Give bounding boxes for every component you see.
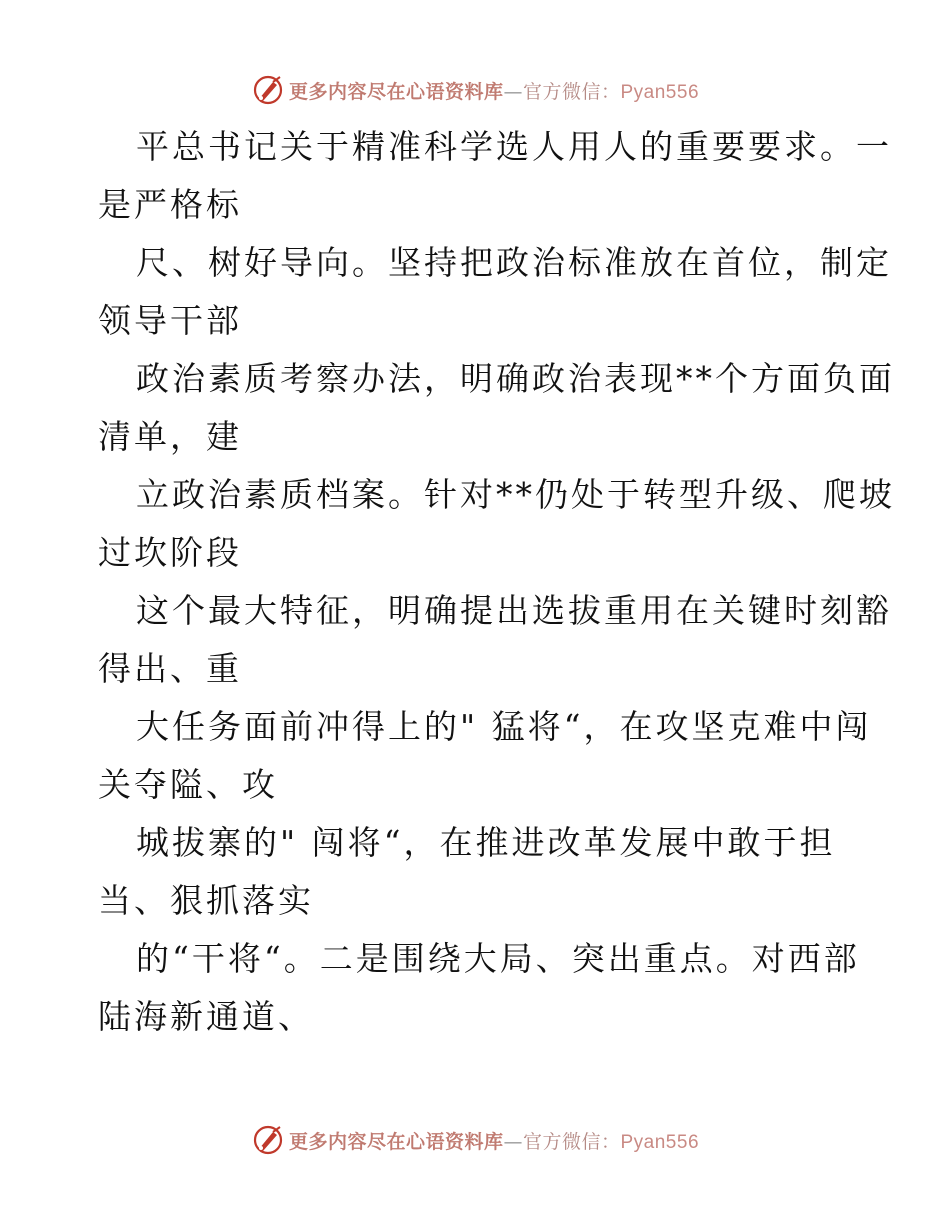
text-line: 城拔寨的" 闯将“，在推进改革发展中敢于担	[136, 823, 836, 862]
text-line: 领导干部	[98, 301, 242, 340]
watermark-wechat-label: 官方微信：	[522, 1130, 621, 1153]
text-line: 陆海新通道、	[98, 997, 314, 1036]
watermark-wechat-label: 官方微信：	[522, 80, 621, 103]
watermark-wechat-id: Pyan556	[620, 81, 700, 103]
text-line: 过坎阶段	[98, 533, 242, 572]
text-line: 当、狠抓落实	[98, 881, 314, 920]
text-line: 是严格标	[98, 185, 242, 224]
watermark-separator: —	[503, 1130, 523, 1153]
quill-logo-icon	[251, 73, 285, 107]
text-line: 平总书记关于精准科学选人用人的重要要求。一	[136, 127, 892, 166]
watermark-separator: —	[503, 80, 523, 103]
text-line: 得出、重	[98, 649, 242, 688]
text-line: 政治素质考察办法，明确政治表现**个方面负面	[136, 359, 895, 398]
text-line: 尺、树好导向。坚持把政治标准放在首位，制定	[136, 243, 892, 282]
document-body	[98, 118, 895, 1046]
watermark-brand: 更多内容尽在心语资料库	[288, 1130, 504, 1153]
text-line: 立政治素质档案。针对**仍处于转型升级、爬坡	[136, 475, 895, 514]
text-line: 的“干将“。二是围绕大局、突出重点。对西部	[136, 939, 860, 978]
header-watermark	[0, 70, 950, 110]
footer-watermark	[0, 1120, 950, 1160]
text-line: 关夺隘、攻	[98, 765, 278, 804]
watermark-text	[289, 77, 699, 104]
watermark-brand: 更多内容尽在心语资料库	[288, 80, 504, 103]
watermark-wechat-id: Pyan556	[620, 1131, 700, 1153]
text-line: 大任务面前冲得上的" 猛将“，在攻坚克难中闯	[136, 707, 872, 746]
quill-logo-icon	[251, 1123, 285, 1157]
text-line: 清单，建	[98, 417, 242, 456]
text-line: 这个最大特征，明确提出选拔重用在关键时刻豁	[136, 591, 892, 630]
watermark-text	[289, 1127, 699, 1154]
